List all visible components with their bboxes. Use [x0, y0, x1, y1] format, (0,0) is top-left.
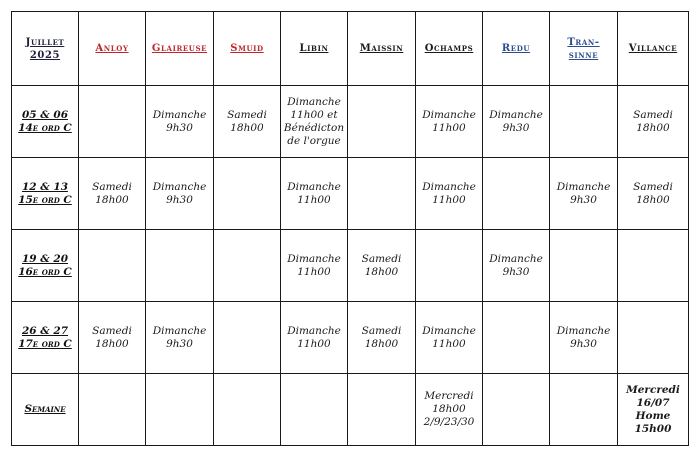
mass-time-cell	[618, 374, 689, 446]
parish-label: Ochamps	[424, 43, 474, 54]
mass-time-text: 9h30	[502, 121, 530, 134]
parish-header-libin	[281, 12, 348, 86]
week-label	[12, 374, 79, 446]
mass-time-cell	[550, 158, 618, 230]
week-label	[12, 302, 79, 374]
mass-time-text: 11h00	[297, 193, 331, 206]
mass-time-cell	[550, 302, 618, 374]
mass-time-cell	[416, 158, 483, 230]
mass-time-text: 9h30	[166, 121, 193, 134]
mass-time-text: Dimanche	[422, 180, 476, 193]
mass-time-cell	[416, 374, 483, 446]
week-label	[12, 230, 79, 302]
mass-time-cell	[281, 158, 348, 230]
mass-time-text: 18h00	[432, 403, 466, 415]
mass-time-cell	[281, 86, 348, 158]
empty-cell	[281, 374, 348, 446]
liturgical-week: Semaine	[24, 403, 66, 415]
empty-cell	[79, 86, 146, 158]
liturgical-week: 16e ord C	[18, 265, 72, 278]
parish-label: Libin	[299, 43, 329, 54]
mass-time-text: Samedi	[227, 108, 267, 121]
mass-time-text: Dimanche	[287, 180, 341, 193]
empty-cell	[214, 158, 281, 230]
empty-cell	[550, 374, 618, 446]
mass-time-text: 2/9/23/30	[423, 416, 475, 428]
empty-cell	[618, 230, 689, 302]
mass-time-text: Samedi	[92, 180, 132, 193]
parish-label: Maissin	[359, 43, 404, 54]
week-label	[12, 86, 79, 158]
parish-header-ochamps	[416, 12, 483, 86]
empty-cell	[79, 230, 146, 302]
empty-cell	[483, 302, 550, 374]
week-dates: 26 & 27	[21, 324, 68, 337]
mass-time-text: 9h30	[570, 337, 597, 350]
week-dates: 19 & 20	[21, 252, 68, 265]
mass-time-text: Dimanche	[422, 108, 476, 121]
mass-time-text: 18h00	[95, 193, 129, 206]
mass-time-text: Dimanche	[489, 108, 543, 121]
mass-time-cell	[348, 302, 416, 374]
mass-time-text: Samedi	[361, 324, 402, 337]
mass-time-text: Samedi	[633, 108, 673, 121]
mass-time-text: 18h00	[230, 121, 264, 134]
parish-label: Anloy	[95, 43, 129, 54]
mass-time-cell	[146, 302, 214, 374]
empty-cell	[550, 86, 618, 158]
year-label: 2025	[29, 49, 61, 61]
schedule-row	[12, 302, 689, 374]
mass-time-text: Bénédicton	[283, 121, 345, 134]
mass-time-text: Mercredi	[424, 390, 474, 402]
mass-time-text: 9h30	[502, 265, 530, 278]
empty-cell	[348, 86, 416, 158]
empty-cell	[348, 158, 416, 230]
parish-header-transinne	[550, 12, 618, 86]
parish-label: Redu	[501, 43, 531, 54]
mass-time-cell	[483, 86, 550, 158]
empty-cell	[214, 374, 281, 446]
mass-time-text: Dimanche	[556, 324, 611, 337]
empty-cell	[483, 158, 550, 230]
mass-time-text: Dimanche	[287, 252, 341, 265]
empty-cell	[416, 230, 483, 302]
parish-header-maissin	[348, 12, 416, 86]
mass-time-cell	[618, 158, 689, 230]
mass-time-text: 18h00	[364, 337, 399, 350]
empty-cell	[214, 230, 281, 302]
mass-time-cell	[146, 86, 214, 158]
week-dates: 12 & 13	[21, 180, 68, 193]
empty-cell	[146, 374, 214, 446]
mass-time-text: 9h30	[166, 337, 193, 350]
mass-time-text: Dimanche	[556, 180, 611, 193]
mass-time-text: Dimanche	[287, 324, 341, 337]
parish-label: Villance	[628, 43, 678, 54]
parish-header-redu	[483, 12, 550, 86]
mass-time-text: Dimanche	[422, 324, 476, 337]
mass-time-text: 18h00	[364, 265, 399, 278]
mass-time-text: 15h00	[634, 422, 672, 435]
mass-time-text: 11h00	[432, 121, 466, 134]
mass-time-cell	[618, 86, 689, 158]
week-label	[12, 158, 79, 230]
mass-time-cell	[416, 86, 483, 158]
mass-time-text: 18h00	[636, 193, 670, 206]
mass-time-text: 18h00	[636, 121, 670, 134]
mass-time-text: Mercredi	[626, 383, 680, 396]
mass-time-text: Samedi	[633, 180, 673, 193]
month-label: Juillet	[25, 36, 65, 48]
empty-cell	[146, 230, 214, 302]
mass-time-cell	[146, 158, 214, 230]
mass-time-text: Dimanche	[489, 252, 543, 265]
parish-label: Glaireuse	[151, 43, 208, 54]
mass-time-text: 18h00	[95, 337, 129, 350]
mass-time-text: Home	[635, 409, 671, 422]
schedule-body	[12, 86, 689, 446]
parish-label: sinne	[568, 49, 599, 61]
mass-time-cell	[214, 86, 281, 158]
mass-time-cell	[348, 230, 416, 302]
schedule-row	[12, 158, 689, 230]
mass-time-text: 11h00	[432, 193, 466, 206]
mass-time-text: Samedi	[361, 252, 402, 265]
mass-time-text: 16/07	[636, 396, 670, 409]
schedule-row	[12, 230, 689, 302]
mass-time-cell	[79, 158, 146, 230]
mass-time-text: Dimanche	[152, 108, 207, 121]
mass-time-text: 11h00	[297, 265, 331, 278]
mass-time-cell	[416, 302, 483, 374]
empty-cell	[214, 302, 281, 374]
parish-header-villance	[618, 12, 689, 86]
mass-time-text: 11h00	[297, 337, 331, 350]
month-header	[12, 12, 79, 86]
schedule-row	[12, 374, 689, 446]
week-dates: 05 & 06	[21, 108, 68, 121]
empty-cell	[348, 374, 416, 446]
empty-cell	[550, 230, 618, 302]
mass-time-text: 11h00 et	[290, 108, 338, 121]
mass-time-text: 11h00	[432, 337, 466, 350]
mass-schedule-table	[11, 11, 689, 446]
parish-header-glaireuse	[146, 12, 214, 86]
schedule-row	[12, 86, 689, 158]
mass-time-text: Dimanche	[287, 95, 341, 108]
mass-time-text: Dimanche	[152, 180, 207, 193]
mass-time-text: 9h30	[570, 193, 597, 206]
liturgical-week: 15e ord C	[18, 193, 72, 206]
mass-time-text: de l'orgue	[287, 134, 341, 147]
empty-cell	[618, 302, 689, 374]
mass-time-text: Samedi	[92, 324, 132, 337]
empty-cell	[79, 374, 146, 446]
liturgical-week: 14e ord C	[18, 121, 72, 134]
parish-label: Smuid	[230, 43, 264, 54]
mass-time-text: 9h30	[166, 193, 193, 206]
empty-cell	[483, 374, 550, 446]
mass-time-text: Dimanche	[152, 324, 207, 337]
header-row	[12, 12, 689, 86]
mass-time-cell	[281, 302, 348, 374]
parish-header-smuid	[214, 12, 281, 86]
mass-time-cell	[281, 230, 348, 302]
mass-time-cell	[79, 302, 146, 374]
parish-label: Tran-	[567, 36, 600, 48]
liturgical-week: 17e ord C	[18, 337, 72, 350]
mass-time-cell	[483, 230, 550, 302]
parish-header-anloy	[79, 12, 146, 86]
